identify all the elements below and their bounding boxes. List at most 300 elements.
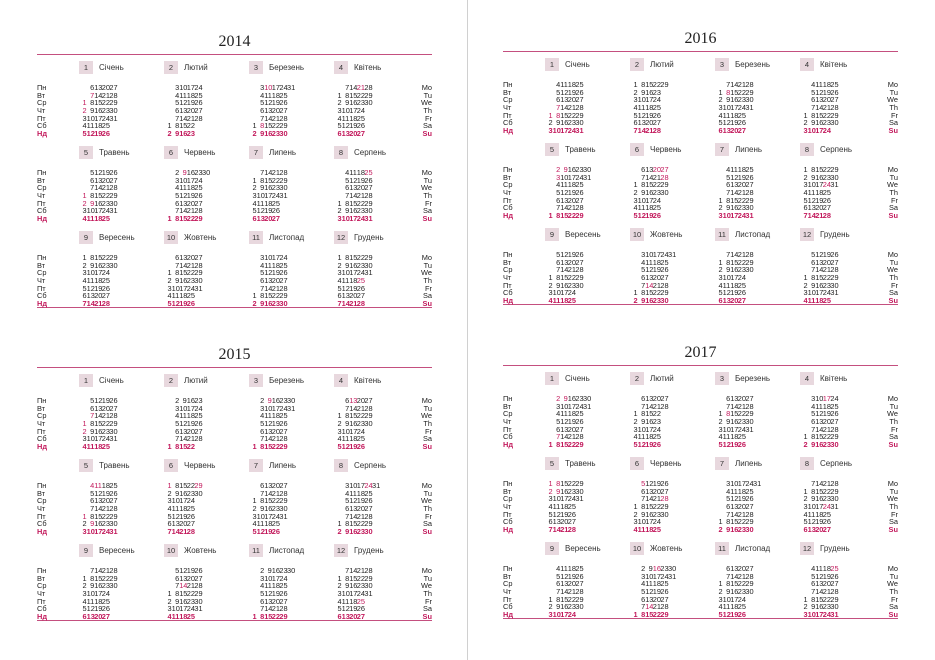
day-cell: 19 <box>567 571 577 581</box>
weekday-label: Сб <box>503 432 513 442</box>
day-cell: 24 <box>652 517 662 527</box>
weekday-label: Th <box>423 504 432 514</box>
weekday-row <box>79 300 125 308</box>
day-cell: 8 <box>811 432 816 442</box>
day-cell: 28 <box>194 260 203 270</box>
day-cell: 24 <box>745 479 754 488</box>
day-cell: 6 <box>548 517 553 527</box>
month-name: Листопад <box>269 546 305 555</box>
day-cell: 29 <box>575 273 584 283</box>
day-cell: 17 <box>652 571 662 581</box>
day-cell: 6 <box>260 106 265 116</box>
day-cell: 19 <box>186 419 196 429</box>
day-grid <box>79 84 125 138</box>
day-cell <box>660 119 668 127</box>
day-cell: 24 <box>101 589 111 599</box>
day-cell <box>545 426 553 434</box>
day-cell: 21 <box>737 401 747 411</box>
day-cell <box>117 262 125 270</box>
month-header <box>249 459 339 473</box>
day-cell: 8 <box>260 496 265 506</box>
day-grid <box>800 565 846 619</box>
day-cell: 11 <box>256 198 265 208</box>
day-cell: 3 <box>337 589 342 599</box>
day-cell <box>583 251 591 259</box>
day-cell: 8 <box>811 110 816 120</box>
weekday-row <box>334 613 380 621</box>
day-cell: 24 <box>737 211 747 221</box>
day-grid <box>630 565 676 619</box>
day-cell: 5 <box>260 419 265 429</box>
weekday-label: We <box>887 494 898 504</box>
day-cell: 24 <box>194 175 203 185</box>
day-grid <box>249 254 295 308</box>
day-cell <box>117 192 125 200</box>
day-cell: 10 <box>341 106 350 116</box>
day-cell: 4 <box>337 434 342 444</box>
day-cell: 12 <box>645 587 654 597</box>
day-cell <box>668 511 676 519</box>
day-cell <box>800 259 808 267</box>
day-cell <box>287 285 295 293</box>
day-cell: 27 <box>356 129 366 139</box>
day-cell: 14 <box>730 188 739 198</box>
day-cell: 20 <box>186 198 196 208</box>
day-cell: 7 <box>548 525 553 535</box>
day-cell <box>372 115 380 123</box>
day-cell <box>164 420 172 428</box>
month-header <box>79 544 169 558</box>
month-block <box>715 141 800 219</box>
day-cell: 2 <box>252 183 257 193</box>
day-cell: 24 <box>271 191 281 201</box>
day-cell: 19 <box>264 206 273 216</box>
day-cell <box>202 443 210 451</box>
day-cell <box>372 598 380 606</box>
month-number: 3 <box>715 372 729 385</box>
day-cell <box>372 122 380 130</box>
day-cell <box>202 505 210 513</box>
day-cell: 28 <box>575 203 584 213</box>
day-cell: 30 <box>109 426 118 436</box>
weekday-label: Sa <box>422 206 432 216</box>
weekday-row <box>630 441 676 449</box>
day-cell: 1 <box>82 253 87 262</box>
month-number: 12 <box>800 228 814 241</box>
day-cell: 27 <box>356 291 366 301</box>
day-cell <box>630 596 638 604</box>
day-cell: 6 <box>556 257 561 267</box>
day-cell: 10 <box>256 191 265 201</box>
day-cell: 31 <box>286 83 296 92</box>
month-block <box>545 56 630 134</box>
weekday-label: Пн <box>503 250 513 259</box>
day-cell <box>164 567 172 575</box>
month-name: Грудень <box>354 546 384 555</box>
day-cell: 13 <box>722 296 731 306</box>
day-cell <box>279 528 287 536</box>
weekday-label: Вт <box>37 488 46 498</box>
day-cell: 8 <box>175 442 180 452</box>
year-title: 2017 <box>684 344 717 361</box>
day-cell: 30 <box>660 296 669 306</box>
day-cell: 21 <box>822 265 832 275</box>
day-cell: 25 <box>279 260 288 270</box>
month-name: Грудень <box>354 233 384 242</box>
day-cell: 5 <box>811 409 816 419</box>
day-cell: 2 <box>82 198 87 208</box>
month-block <box>545 141 630 219</box>
day-cell: 3 <box>337 214 342 224</box>
day-cell: 20 <box>737 502 747 512</box>
weekday-label: Пн <box>503 564 513 573</box>
month-number: 7 <box>715 143 729 156</box>
day-cell: 7 <box>260 488 265 498</box>
day-cell: 20 <box>356 396 366 405</box>
day-cell: 2 <box>167 596 172 606</box>
day-cell: 11 <box>179 411 187 421</box>
day-cell: 26 <box>279 589 288 599</box>
day-cell: 18 <box>822 80 832 89</box>
weekday-label: Tu <box>889 172 898 182</box>
day-cell: 25 <box>830 401 839 411</box>
month-header <box>249 61 339 75</box>
day-cell: 18 <box>730 110 739 120</box>
day-cell: 12 <box>560 571 569 581</box>
day-cell: 25 <box>271 198 281 208</box>
day-cell: 8 <box>260 291 265 301</box>
day-cell <box>668 266 676 274</box>
day-cell: 25 <box>271 519 281 529</box>
day-cell: 20 <box>652 486 662 496</box>
day-cell: 16 <box>94 260 103 270</box>
weekday-label: Сб <box>37 206 47 216</box>
day-cell <box>109 122 117 130</box>
day-cell <box>583 518 591 526</box>
day-cell: 31 <box>582 172 592 182</box>
day-cell: 9 <box>182 168 187 177</box>
day-cell <box>117 405 125 413</box>
day-cell <box>668 127 676 135</box>
day-cell: 23 <box>186 596 196 606</box>
day-cell: 22 <box>737 87 747 97</box>
weekday-labels-left <box>503 251 523 305</box>
day-cell <box>838 426 846 434</box>
day-cell: 20 <box>560 517 569 527</box>
day-cell: 30 <box>279 299 288 309</box>
day-cell: 16 <box>349 581 358 591</box>
weekday-label: Sa <box>422 604 432 614</box>
day-cell <box>202 520 210 528</box>
day-grid <box>164 169 210 223</box>
month-name: Лютий <box>650 60 674 69</box>
day-cell: 7 <box>345 83 350 92</box>
month-header <box>164 231 254 245</box>
day-cell <box>202 528 210 536</box>
day-cell: 2 <box>167 488 172 498</box>
weekday-label: Пн <box>503 479 513 488</box>
weekday-label: Вт <box>503 571 512 581</box>
day-cell: 10 <box>264 403 273 413</box>
day-cell <box>287 262 295 270</box>
day-cell: 18 <box>737 165 747 174</box>
day-cell: 4 <box>175 90 180 100</box>
day-cell: 22 <box>101 253 111 262</box>
day-cell: 12 <box>637 110 646 120</box>
month-number: 8 <box>800 143 814 156</box>
day-cell: 31 <box>745 211 754 221</box>
day-cell: 2 <box>718 95 723 105</box>
day-cell <box>287 435 295 443</box>
day-cell: 8 <box>345 573 350 583</box>
day-cell: 2 <box>252 504 257 514</box>
day-cell: 18 <box>349 113 358 123</box>
day-cell <box>287 513 295 521</box>
day-cell: 20 <box>101 83 111 92</box>
day-cell <box>287 177 295 185</box>
day-cell <box>372 613 380 621</box>
day-cell: 16 <box>349 527 358 537</box>
day-cell: 16 <box>560 118 569 128</box>
day-cell: 6 <box>260 276 265 286</box>
weekday-label: Mo <box>421 168 432 177</box>
day-cell: 6 <box>633 118 638 128</box>
day-cell <box>630 274 638 282</box>
day-cell: 13 <box>264 481 273 490</box>
month-header <box>800 143 890 157</box>
day-cell: 23 <box>186 488 196 498</box>
day-cell: 25 <box>575 409 584 419</box>
day-cell: 7 <box>556 587 561 597</box>
day-cell <box>194 528 202 536</box>
day-cell <box>334 497 342 505</box>
day-cell: 18 <box>567 180 577 190</box>
day-cell <box>715 488 723 496</box>
day-cell: 4 <box>641 579 646 589</box>
day-cell <box>372 92 380 100</box>
day-cell <box>79 169 87 177</box>
day-cell: 17 <box>645 517 654 527</box>
day-cell <box>838 127 846 135</box>
day-cell: 2 <box>337 260 342 270</box>
day-cell <box>583 297 591 305</box>
day-cell: 4 <box>167 504 172 514</box>
day-cell: 13 <box>264 106 273 116</box>
day-cell: 28 <box>745 250 754 259</box>
day-cell: 12 <box>86 283 95 293</box>
day-cell: 21 <box>652 172 662 182</box>
weekday-label: Th <box>423 419 432 429</box>
day-cell: 8 <box>726 87 731 97</box>
day-cell: 30 <box>201 168 211 177</box>
divider-line <box>503 365 898 366</box>
day-cell: 28 <box>745 80 754 89</box>
month-header <box>630 228 720 242</box>
month-name: Січень <box>99 376 124 385</box>
day-cell: 15 <box>349 519 358 529</box>
day-cell: 1 <box>718 409 723 419</box>
day-cell <box>194 613 202 621</box>
day-grid <box>164 84 210 138</box>
day-cell: 14 <box>264 168 273 177</box>
day-cell: 24 <box>356 268 366 278</box>
day-cell: 3 <box>337 426 342 436</box>
day-cell: 3 <box>633 195 638 205</box>
day-cell: 14 <box>179 206 188 216</box>
day-cell <box>830 204 838 212</box>
day-cell: 1 <box>167 481 172 490</box>
day-cell <box>287 92 295 100</box>
day-cell: 7 <box>803 211 808 221</box>
day-cell: 10 <box>722 103 731 113</box>
day-cell: 3 <box>260 83 265 92</box>
day-cell <box>202 207 210 215</box>
day-cell: 8 <box>175 481 180 490</box>
day-cell <box>668 418 676 426</box>
day-cell: 23 <box>101 106 111 116</box>
month-block <box>715 455 800 533</box>
day-cell: 21 <box>560 525 569 535</box>
day-cell: 13 <box>264 276 273 286</box>
day-cell: 18 <box>567 409 577 419</box>
day-cell: 8 <box>641 180 646 190</box>
day-cell <box>583 573 591 581</box>
day-cell: 13 <box>94 496 103 506</box>
day-cell: 4 <box>252 519 257 529</box>
day-cell: 14 <box>94 183 103 193</box>
day-cell: 21 <box>94 299 103 309</box>
day-cell: 25 <box>652 432 662 442</box>
day-cell: 17 <box>186 403 196 413</box>
weekday-label: Sa <box>422 291 432 301</box>
day-cell: 12 <box>264 98 273 108</box>
day-cell: 10 <box>86 206 95 216</box>
day-cell: 21 <box>271 168 281 177</box>
day-cell: 26 <box>660 265 669 275</box>
day-cell: 25 <box>194 183 203 193</box>
month-header <box>164 146 254 160</box>
day-cell <box>753 174 761 182</box>
day-cell: 1 <box>252 612 257 622</box>
weekday-label: Th <box>423 191 432 201</box>
day-cell <box>372 443 380 451</box>
day-cell: 21 <box>349 299 358 309</box>
day-cell <box>838 480 846 488</box>
weekday-row <box>79 443 125 451</box>
day-cell: 28 <box>279 168 288 177</box>
day-cell: 9 <box>345 527 350 537</box>
month-block <box>164 144 249 222</box>
weekday-row <box>715 297 761 305</box>
day-cell: 29 <box>364 90 373 100</box>
weekday-label: Вт <box>37 403 46 413</box>
month-block <box>79 457 164 535</box>
day-cell: 11 <box>171 504 180 514</box>
day-cell: 11 <box>560 180 568 190</box>
day-cell: 9 <box>811 602 816 612</box>
day-cell: 21 <box>271 283 281 293</box>
day-cell <box>372 254 380 262</box>
day-cell: 16 <box>94 106 103 116</box>
day-cell: 9 <box>90 198 95 208</box>
day-cell: 27 <box>186 519 196 529</box>
day-cell <box>364 605 372 613</box>
weekday-label: Su <box>422 129 432 139</box>
day-cell: 12 <box>179 419 188 429</box>
day-cell: 30 <box>745 525 754 535</box>
day-cell: 19 <box>349 121 358 131</box>
day-cell: 3 <box>811 394 816 403</box>
month-header <box>334 61 424 75</box>
day-cell: 10 <box>341 268 350 278</box>
weekday-label: Tu <box>423 403 432 413</box>
day-cell: 28 <box>745 401 754 411</box>
day-cell: 26 <box>737 118 747 128</box>
day-cell <box>117 520 125 528</box>
month-number: 3 <box>249 61 263 74</box>
day-cell: 1 <box>252 442 257 452</box>
day-cell <box>753 526 761 534</box>
day-cell <box>372 207 380 215</box>
day-cell: 1 <box>548 273 553 283</box>
day-cell: 28 <box>364 191 373 201</box>
day-cell: 6 <box>811 257 816 267</box>
day-cell: 23 <box>822 602 832 612</box>
day-cell: 6 <box>90 175 95 185</box>
day-cell <box>364 285 372 293</box>
weekday-label: Сб <box>503 203 513 213</box>
day-cell: 7 <box>82 299 87 309</box>
day-cell <box>117 107 125 115</box>
month-header <box>545 143 635 157</box>
day-cell: 11 <box>179 183 187 193</box>
day-cell <box>715 495 723 503</box>
month-row <box>37 372 432 450</box>
weekday-label: Tu <box>889 87 898 97</box>
day-cell: 12 <box>94 488 103 498</box>
day-cell: 2 <box>803 280 808 290</box>
day-cell <box>838 181 846 189</box>
month-header <box>164 459 254 473</box>
day-cell: 16 <box>815 172 824 182</box>
day-cell: 7 <box>811 424 816 434</box>
day-cell: 4 <box>260 411 265 421</box>
day-cell: 22 <box>101 191 111 201</box>
day-cell <box>838 297 846 305</box>
day-cell <box>583 433 591 441</box>
day-cell: 5 <box>556 188 561 198</box>
day-cell: 8 <box>90 191 95 201</box>
day-cell: 30 <box>830 440 839 450</box>
day-cell: 23 <box>652 417 662 427</box>
day-cell: 1 <box>548 594 553 604</box>
day-cell: 28 <box>830 103 839 113</box>
weekday-row <box>249 528 295 536</box>
day-cell <box>109 443 117 451</box>
day-cell: 4 <box>556 180 561 190</box>
day-cell <box>249 590 257 598</box>
day-cell: 21 <box>567 265 577 275</box>
day-cell <box>668 426 676 434</box>
day-cell: 30 <box>194 596 203 606</box>
day-grid <box>164 397 210 451</box>
day-cell: 8 <box>811 486 816 496</box>
day-cell: 25 <box>279 90 288 100</box>
day-cell: 21 <box>567 103 577 113</box>
day-cell: 31 <box>109 434 118 444</box>
weekday-label: Пн <box>37 396 47 405</box>
day-cell: 7 <box>811 103 816 113</box>
